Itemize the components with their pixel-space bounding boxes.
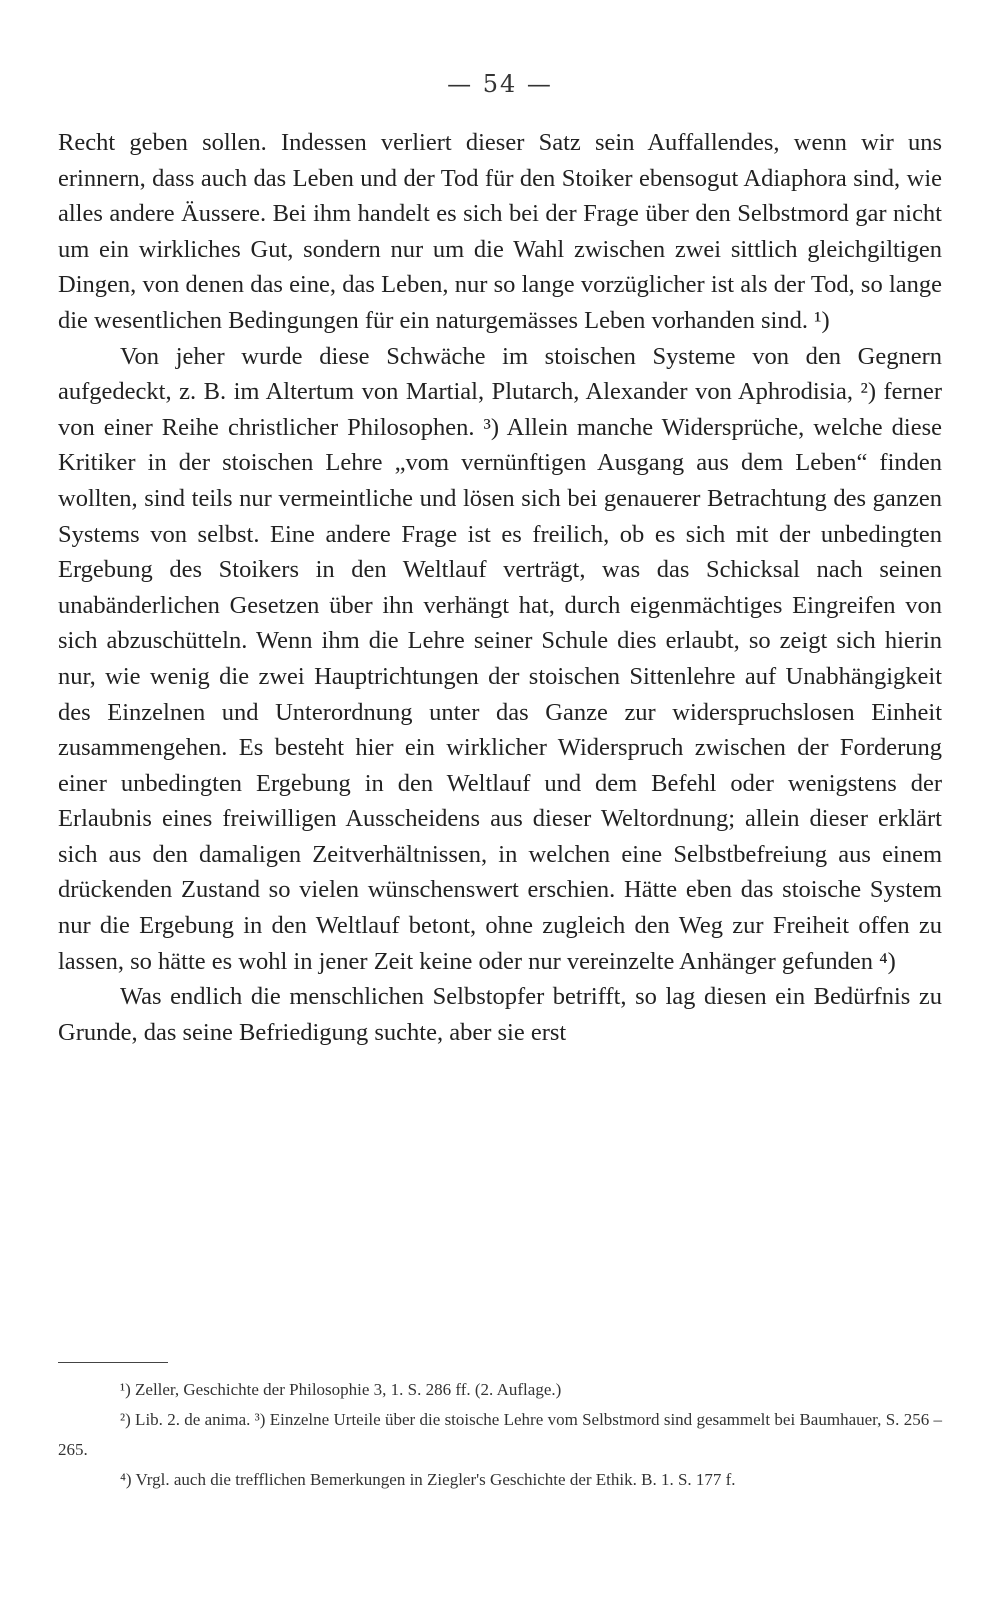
footnote-rule	[58, 1362, 168, 1363]
paragraph-2: Von jeher wurde diese Schwäche im stoischen Systeme von den Gegnern aufgedeckt, z. B. im Altertum von Martial, Plutarch, Alexander von Aphrodisia, ²) ferner von einer Reihe christlicher Philosophen. ³) Allein manche Widersprüche, welche diese Kritiker in der stoischen Lehre „vom vernünftigen Ausgang aus dem Leben“ finden wollten, sind teils nur vermeintliche und lösen sich bei genauerer Betrachtung des ganzen Systems von selbst. Eine andere Frage ist es freilich, ob es sich mit der unbedingten Ergebung des Stoikers in den Weltlauf verträgt, was das Schicksal nach seinen unabänderlichen Gesetzen über ihn verhängt hat, durch eigenmächtiges Eingreifen von sich abzuschütteln. Wenn ihm die Lehre seiner Schule dies erlaubt, so zeigt sich hierin nur, wie wenig die zwei Hauptrichtungen der stoischen Sittenlehre auf Unabhängigkeit des Einzelnen und Unterordnung unter das Ganze zur widerspruchslosen Einheit zusammengehen. Es besteht hier ein wirklicher Widerspruch zwischen der Forderung einer unbedingten Ergebung in den Weltlauf und dem Befehl oder wenigstens der Erlaubnis eines freiwilligen Ausscheidens aus dieser Weltordnung; allein dieser erklärt sich aus den damaligen Zeitverhältnissen, in welchen eine Selbstbefreiung aus einem drückenden Zustand so vielen wünschenswert erschien. Hätte eben das stoische System nur die Ergebung in den Weltlauf betont, ohne zugleich den Weg zur Freiheit offen zu lassen, so hätte es wohl in jener Zeit keine oder nur vereinzelte Anhänger gefunden ⁴)	[58, 342, 942, 975]
body-text	[58, 125, 942, 1050]
footnote-3: ⁴) Vrgl. auch die trefflichen Bemerkungen in Ziegler's Geschichte der Ethik. B. 1. S. 177 f.	[120, 1470, 736, 1489]
footnotes	[58, 1375, 942, 1495]
paragraph-1: Recht geben sollen. Indessen verliert dieser Satz sein Auffallendes, wenn wir uns erinnern, dass auch das Leben und der Tod für den Stoiker ebensogut Adiaphora sind, wie alles andere Äussere. Bei ihm handelt es sich bei der Frage über den Selbstmord gar nicht um ein wirkliches Gut, sondern nur um die Wahl zwischen zwei sittlich gleichgiltigen Dingen, von denen das eine, das Leben, nur so lange vorzüglicher ist als der Tod, so lange die wesentlichen Bedingungen für ein naturgemässes Leben vorhanden sind. ¹)	[58, 129, 942, 334]
footnote-1: ¹) Zeller, Geschichte der Philosophie 3, 1. S. 286 ff. (2. Auflage.)	[120, 1380, 562, 1399]
footnote-2: ²) Lib. 2. de anima. ³) Einzelne Urteile über die stoische Lehre vom Selbstmord sind gesammelt bei Baumhauer, S. 256 – 265.	[58, 1410, 942, 1459]
page-number: — 54 —	[447, 70, 553, 98]
paragraph-3: Was endlich die menschlichen Selbstopfer betrifft, so lag diesen ein Bedürfnis zu Grunde, das seine Befriedigung suchte, aber sie erst	[58, 983, 942, 1046]
